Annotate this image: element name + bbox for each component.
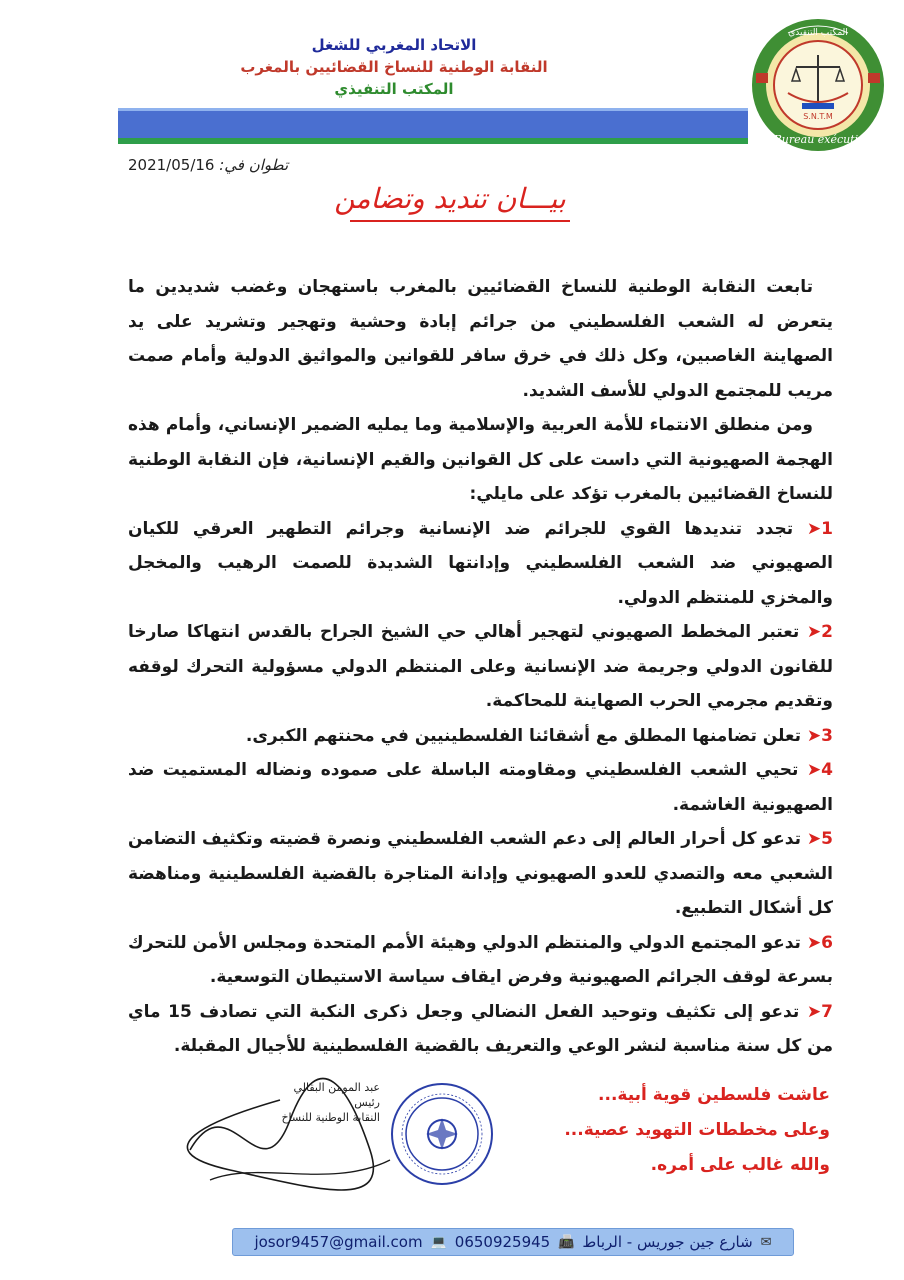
statement-body: [128, 270, 833, 1064]
arrow-icon: ➤: [800, 725, 822, 746]
official-stamp: [388, 1080, 496, 1188]
document-date: [128, 156, 288, 174]
seal-top-text: المكتب التنفيذي: [788, 28, 848, 38]
list-item: 3➤ تعلن تضامنها المطلق مع أشقائنا الفلسطينيين في محنتهم الكبرى.: [245, 725, 833, 746]
handwritten-signature: [170, 1060, 410, 1210]
list-item: 4➤ تحيي الشعب الفلسطيني ومقاومته الباسلة على صموده ونضاله المستميت ضد الصهيونية الغاشمة.: [128, 760, 833, 815]
list-item: 6➤ تدعو المجتمع الدولي والمنتظم الدولي وهيئة الأمم المتحدة ومجلس الأمن للتحرك بسرعة لوقف الجرائم الصهيونية وفرض ايقاف سياسة الاستيطان التوسعية.: [128, 932, 833, 987]
letterhead-union: الاتحاد المغربي للشغل: [311, 36, 477, 54]
fax-icon: 📠: [558, 1234, 575, 1250]
list-item: 5➤ تدعو كل أحرار العالم إلى دعم الشعب الفلسطيني ونصرة قضيته وتكثيف التضامن الشعبي معه والتصدي للعدو الصهيوني وإدانة المتاجرة بالقضية الفلسطينية ومناهضة كل أشكال التطبيع.: [128, 829, 833, 918]
syndicate-seal-logo: [748, 15, 888, 155]
title-underline: [350, 220, 570, 222]
arrow-icon: ➤: [798, 760, 822, 780]
header-band-blue: [118, 108, 748, 141]
paragraph-context: ومن منطلق الانتماء للأمة العربية والإسلامية وما يمليه الضمير الإنساني، وأمام هذه الهجمة الصهيونية التي داست على كل القوانين والقيم الإنسانية، فإن النقابة الوطنية للنساخ القضائيين بالمغرب تؤكد على مايلي:: [128, 415, 833, 504]
arrow-icon: ➤: [793, 518, 822, 539]
list-item: 2➤ تعتبر المخطط الصهيوني لتهجير أهالي حي الشيخ الجراح بالقدس انتهاكا صارخا للقانون الدولي وجريمة ضد الإنسانية وعلى المنتظم الدولي مسؤولية التحرك لوقفه وتقديم مجرمي الحرب الصهاينة للمحاكمة.: [128, 622, 833, 711]
signatory-role: رئيس: [354, 1096, 380, 1109]
arrow-icon: ➤: [800, 932, 822, 953]
closing-line-2: وعلى مخططات التهويد عصية...: [564, 1120, 830, 1140]
footer-contact-bar: [232, 1228, 794, 1256]
laptop-icon: 💻: [430, 1234, 447, 1250]
arrow-icon: ➤: [800, 829, 822, 849]
date-value: 2021/05/16: [128, 156, 215, 174]
arrow-icon: ➤: [799, 622, 822, 642]
seal-bottom-text: Bureau exécutif: [773, 133, 863, 146]
phone-text: 0650925945: [454, 1233, 551, 1251]
email-text: josor9457@gmail.com: [254, 1233, 423, 1251]
list-item: 7➤ تدعو إلى تكثيف وتوحيد الفعل النضالي وجعل ذكرى النكبة التي تصادف 15 ماي من كل سنة مناسبة لنشر الوعي والتعريف بالقضية الفلسطينية للأجيال المقبلة.: [128, 1001, 833, 1056]
letterhead-bureau: المكتب التنفيذي: [334, 80, 454, 98]
signatory-org: النقابة الوطنية للنساخ: [281, 1111, 380, 1124]
signatory-name: عبد المومن البقالي: [293, 1081, 380, 1094]
date-label: تطوان في:: [219, 156, 289, 174]
seal-acronym: S.N.T.M: [803, 112, 833, 121]
closing-line-3: والله غالب على أمره.: [650, 1155, 830, 1175]
letterhead: [184, 34, 604, 100]
closing-line-1: عاشت فلسطين قوية أبية...: [598, 1085, 830, 1105]
mailbox-icon: ✉: [760, 1234, 772, 1250]
document-title: بيـــان تنديد وتضامن: [334, 182, 566, 215]
letterhead-syndicate: النقابة الوطنية للنساخ القضائيين بالمغرب: [240, 58, 548, 76]
header-band-green: [118, 138, 748, 144]
arrow-icon: ➤: [799, 1001, 822, 1022]
address-text: شارع جين جوريس - الرباط: [582, 1233, 753, 1251]
closing-slogans: [560, 1078, 830, 1183]
list-item: 1➤ تجدد تنديدها القوي للجرائم ضد الإنسانية وجرائم التطهير العرقي للكيان الصهيوني ضد الشعب الفلسطيني وإدانتها الشديدة للصمت الرهيب والمخجل والمخزي للمنتظم الدولي.: [128, 518, 833, 608]
paragraph-intro: تابعت النقابة الوطنية للنساخ القضائيين بالمغرب باستهجان وغضب شديدين ما يتعرض له الشعب الفلسطيني من جرائم إبادة وحشية وتهجير وتشريد على يد الصهاينة الغاصبين، وكل ذلك في خرق سافر للقوانين والمواثيق الدولية وأمام صمت مريب للمجتمع الدولي للأسف الشديد.: [128, 277, 833, 401]
